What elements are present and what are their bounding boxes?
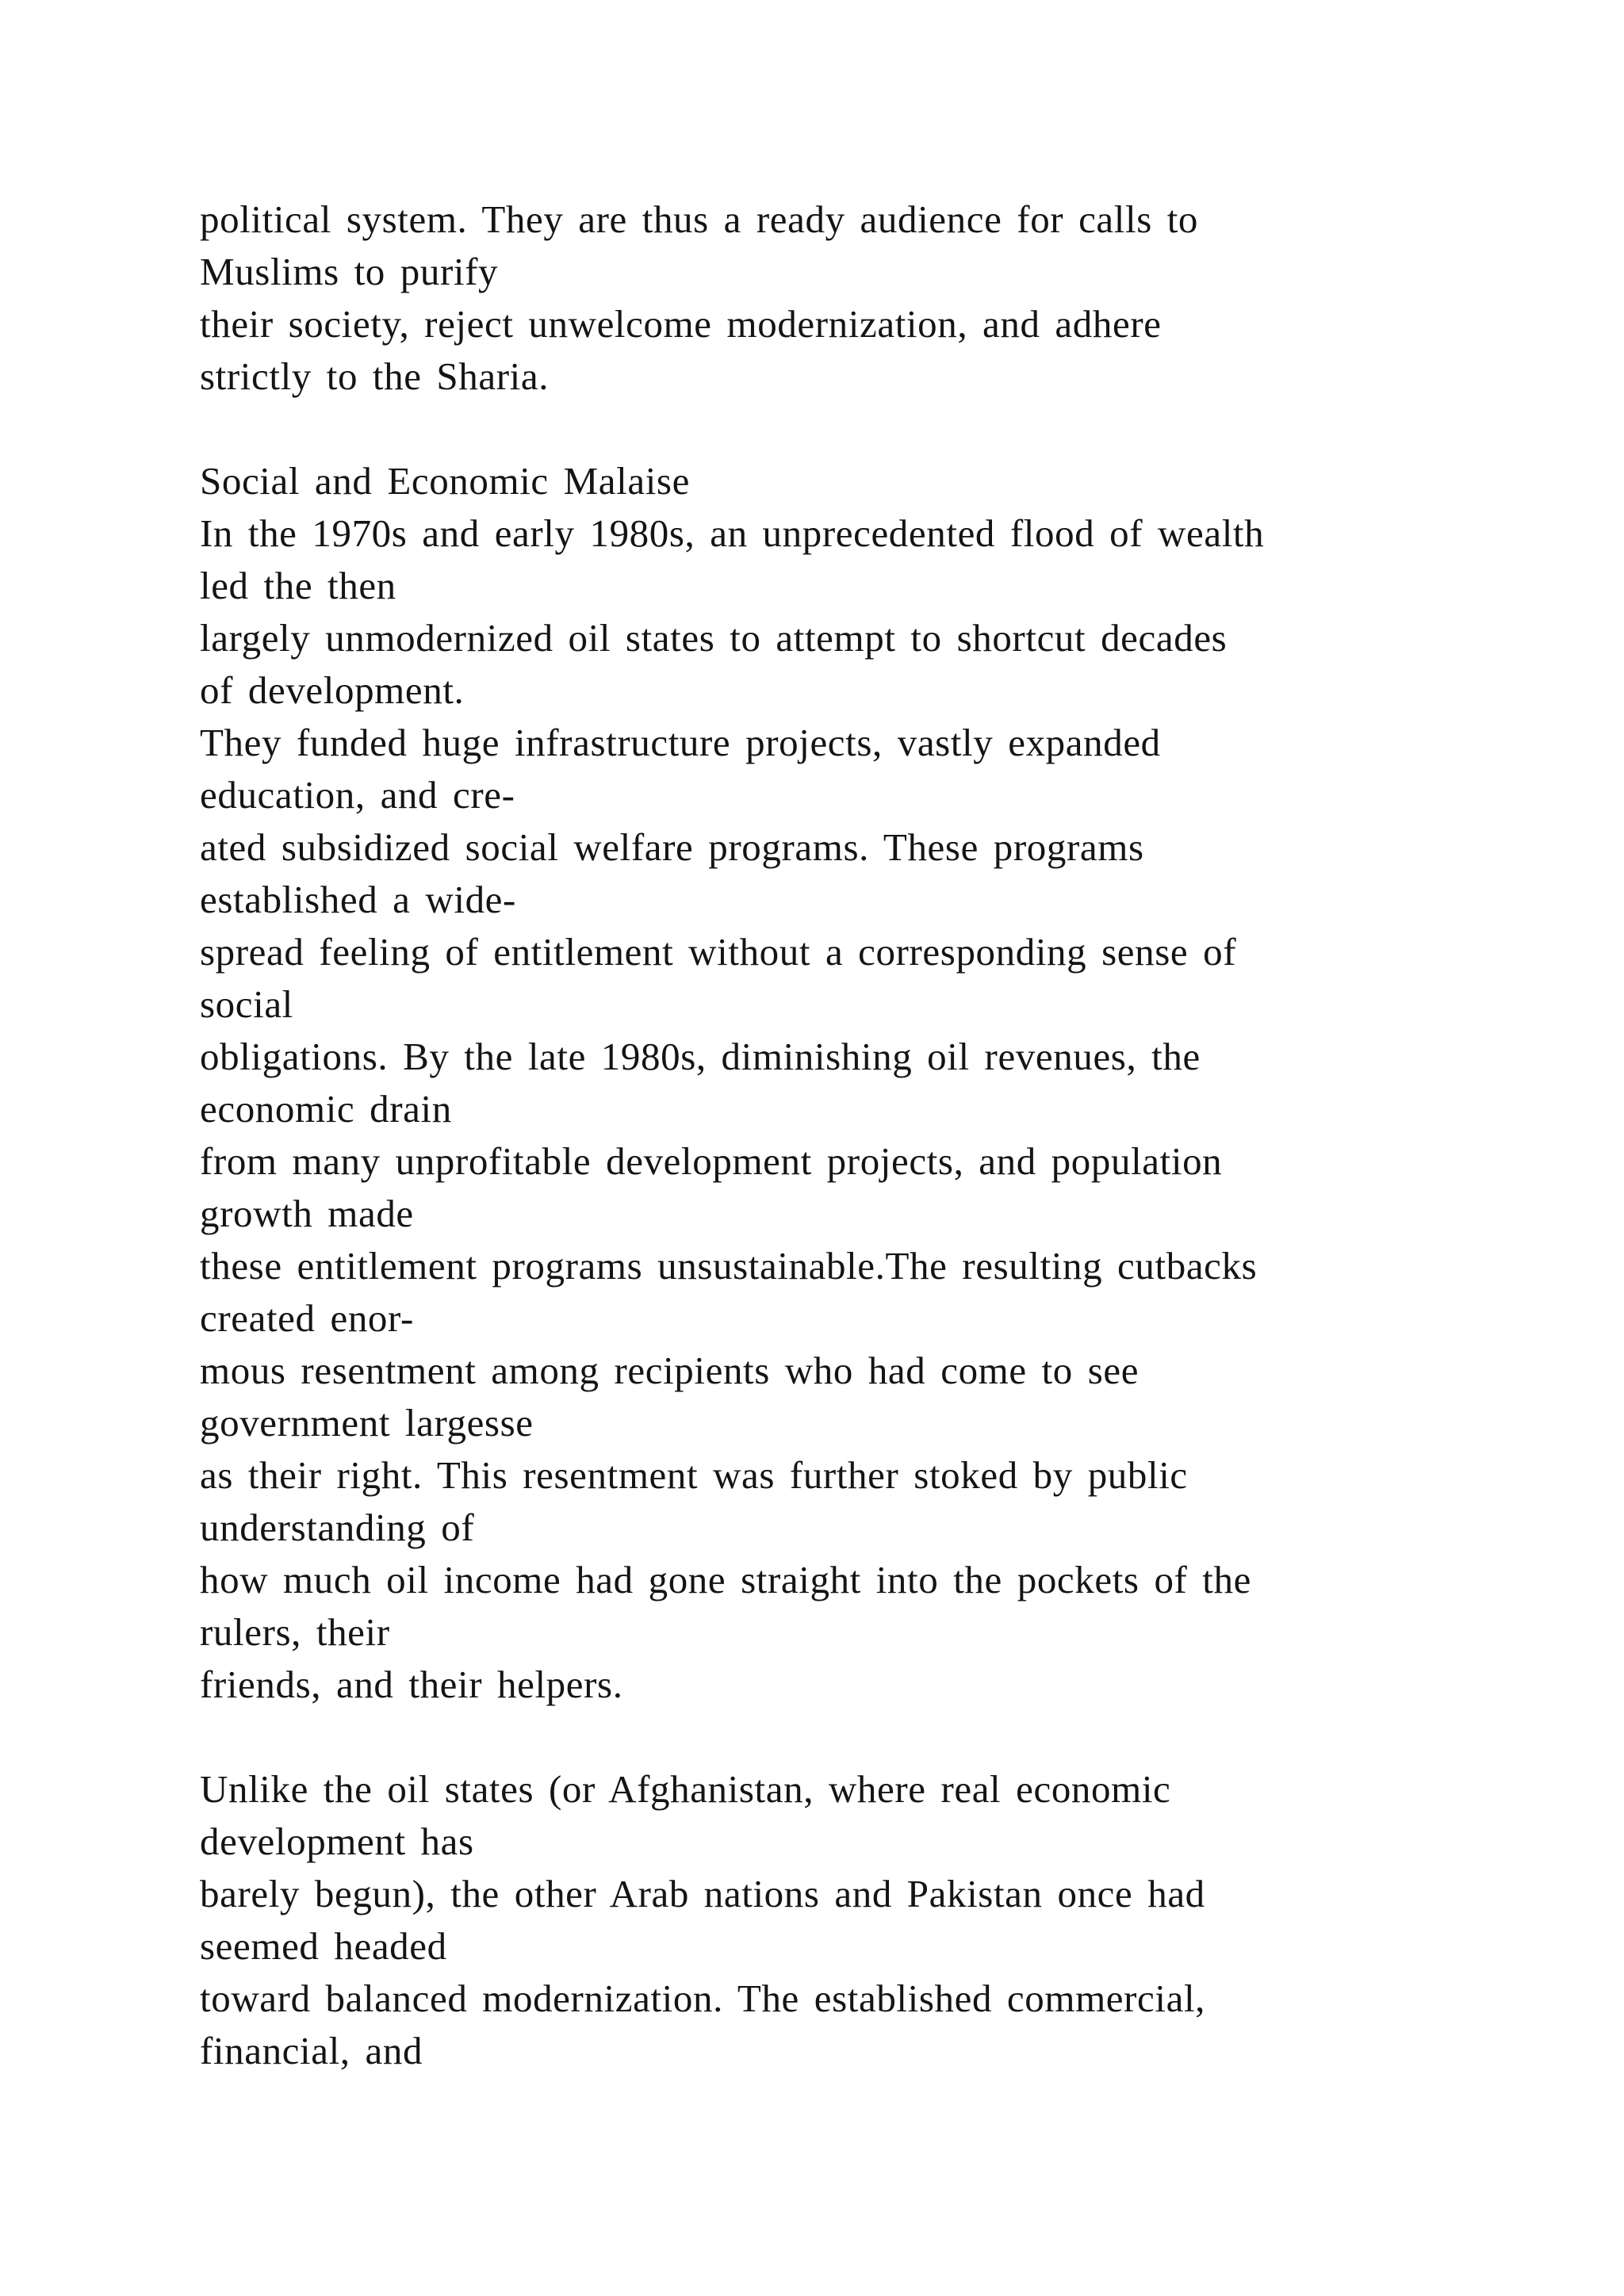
- text-line: how much oil income had gone straight into the pockets of the: [200, 1558, 1251, 1601]
- text-line: spread feeling of entitlement without a corresponding sense of: [200, 930, 1237, 974]
- paragraph-break: [200, 403, 1548, 455]
- text-line: Unlike the oil states (or Afghanistan, where real economic: [200, 1767, 1171, 1811]
- text-line: barely begun), the other Arab nations and Pakistan once had: [200, 1872, 1205, 1915]
- text-line: government largesse: [200, 1401, 534, 1445]
- text-line: largely unmodernized oil states to attempt to shortcut decades: [200, 616, 1228, 660]
- text-line: financial, and: [200, 2029, 423, 2072]
- text-line: established a wide-: [200, 878, 516, 921]
- text-line: Muslims to purify: [200, 250, 499, 293]
- text-line: led the then: [200, 564, 396, 607]
- text-line: as their right. This resentment was further stoked by public: [200, 1453, 1188, 1497]
- text-line: understanding of: [200, 1506, 475, 1549]
- text-line: from many unprofitable development projects, and population: [200, 1139, 1223, 1183]
- text-line: obligations. By the late 1980s, diminishing oil revenues, the: [200, 1035, 1201, 1078]
- text-line: toward balanced modernization. The established commercial,: [200, 1976, 1206, 2020]
- paragraph-break: [200, 1711, 1548, 1763]
- text-line: education, and cre-: [200, 773, 515, 817]
- text-line: In the 1970s and early 1980s, an unprecedented flood of wealth: [200, 511, 1265, 555]
- text-line: of development.: [200, 668, 465, 712]
- text-line: these entitlement programs unsustainable.The resulting cutbacks: [200, 1244, 1258, 1288]
- text-line: strictly to the Sharia.: [200, 354, 550, 398]
- text-line: economic drain: [200, 1087, 452, 1131]
- document-text: [200, 193, 1548, 2077]
- text-line: political system. They are thus a ready audience for calls to: [200, 197, 1199, 241]
- text-line: rulers, their: [200, 1610, 390, 1654]
- text-line: growth made: [200, 1192, 414, 1235]
- text-line: development has: [200, 1820, 474, 1863]
- text-line: mous resentment among recipients who had come to see: [200, 1349, 1139, 1392]
- text-line: They funded huge infrastructure projects, vastly expanded: [200, 721, 1161, 764]
- text-line: created enor-: [200, 1296, 414, 1340]
- text-line: their society, reject unwelcome modernization, and adhere: [200, 302, 1162, 346]
- text-line: seemed headed: [200, 1924, 447, 1968]
- text-line: social: [200, 982, 293, 1026]
- text-line: ated subsidized social welfare programs. These programs: [200, 825, 1144, 869]
- text-line: friends, and their helpers.: [200, 1663, 623, 1706]
- section-heading: Social and Economic Malaise: [200, 459, 690, 503]
